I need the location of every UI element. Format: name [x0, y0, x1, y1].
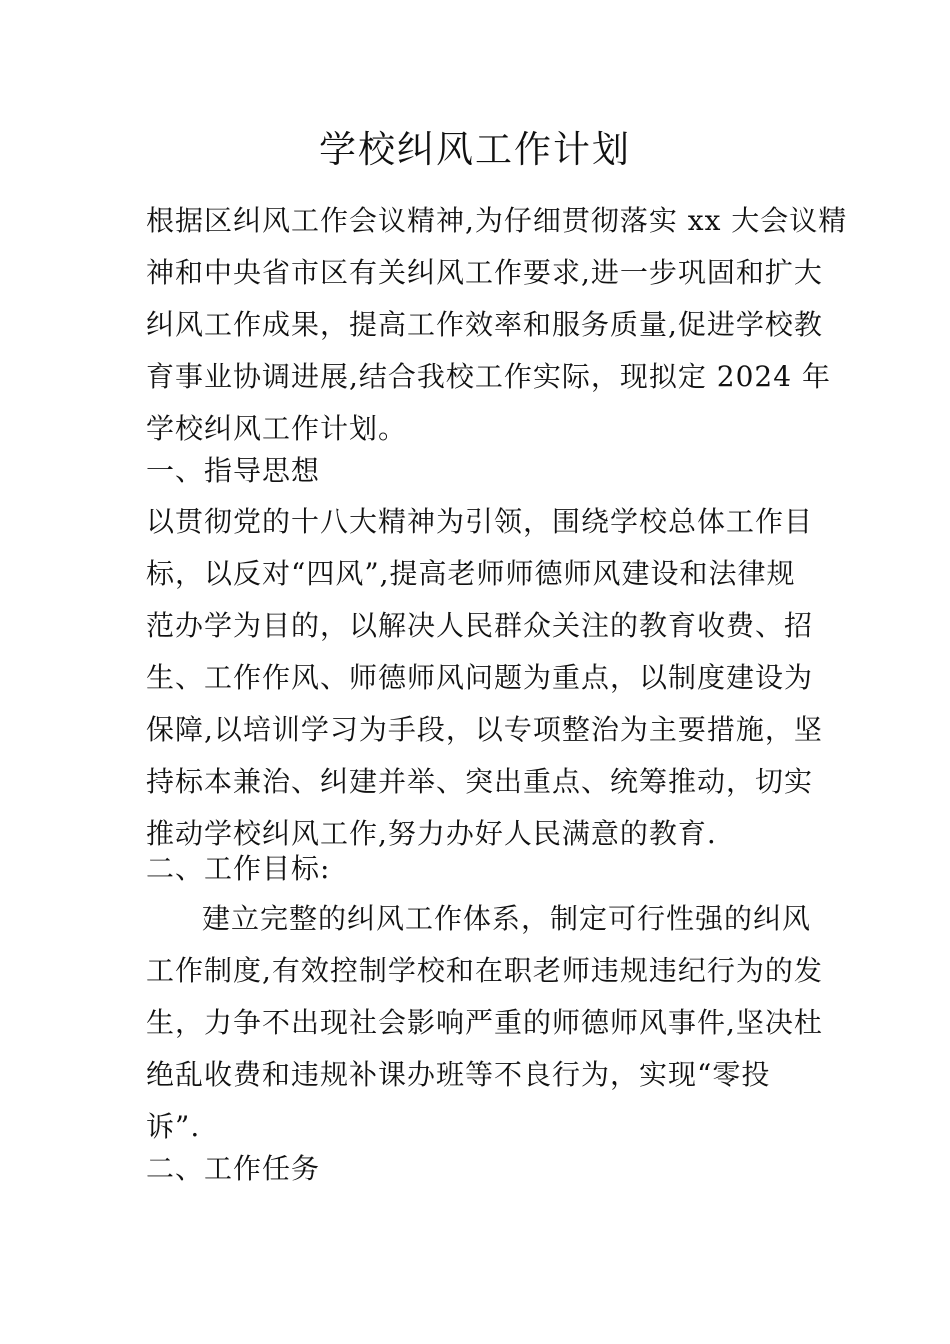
- paragraph-line: 建立完整的纠风工作体系，制定可行性强的纠风: [202, 902, 812, 935]
- paragraph-line: 生，力争不出现社会影响严重的师德师风事件,坚决杜: [146, 1006, 823, 1039]
- paragraph-line: 以贯彻党的十八大精神为引领，围绕学校总体工作目: [146, 505, 814, 538]
- document-title: 学校纠风工作计划: [319, 128, 631, 171]
- paragraph-line: 推动学校纠风工作,努力办好人民满意的教育.: [146, 817, 717, 850]
- intro-line: 育事业协调进展,结合我校工作实际，现拟定 2024 年: [146, 360, 831, 393]
- paragraph-line: 诉”.: [146, 1110, 201, 1143]
- intro-line: 根据区纠风工作会议精神,为仔细贯彻落实 xx 大会议精: [146, 204, 848, 237]
- section-heading-guiding-thought: [146, 445, 826, 497]
- section-heading: 一、指导思想: [146, 454, 321, 487]
- section-heading-work-goals: [146, 843, 826, 895]
- intro-line: 神和中央省市区有关纠风工作要求,进一步巩固和扩大: [146, 256, 823, 289]
- section-heading-work-tasks: [146, 1143, 826, 1195]
- paragraph-line: 绝乱收费和违规补课办班等不良行为，实现“零投: [146, 1058, 771, 1091]
- paragraph-line: 标，以反对“四风”,提高老师师德师风建设和法律规: [146, 557, 796, 590]
- paragraph-line: 生、工作作风、师德师风问题为重点，以制度建设为: [146, 661, 814, 694]
- guiding-thought-paragraph: [146, 496, 826, 860]
- paragraph-line: 持标本兼治、纠建并举、突出重点、统筹推动，切实: [146, 765, 814, 798]
- paragraph-line: 工作制度,有效控制学校和在职老师违规违纪行为的发: [146, 954, 823, 987]
- section-heading: 二、工作目标:: [146, 852, 331, 885]
- section-heading: 二、工作任务: [146, 1152, 321, 1185]
- work-goals-paragraph: [146, 893, 826, 1153]
- paragraph-line: 范办学为目的，以解决人民群众关注的教育收费、招: [146, 609, 814, 642]
- intro-line: 学校纠风工作计划。: [146, 412, 408, 445]
- paragraph-line: 保障,以培训学习为手段，以专项整治为主要措施，坚: [146, 713, 823, 746]
- intro-paragraph: [146, 195, 848, 455]
- intro-line: 纠风工作成果，提高工作效率和服务质量,促进学校教: [146, 308, 823, 341]
